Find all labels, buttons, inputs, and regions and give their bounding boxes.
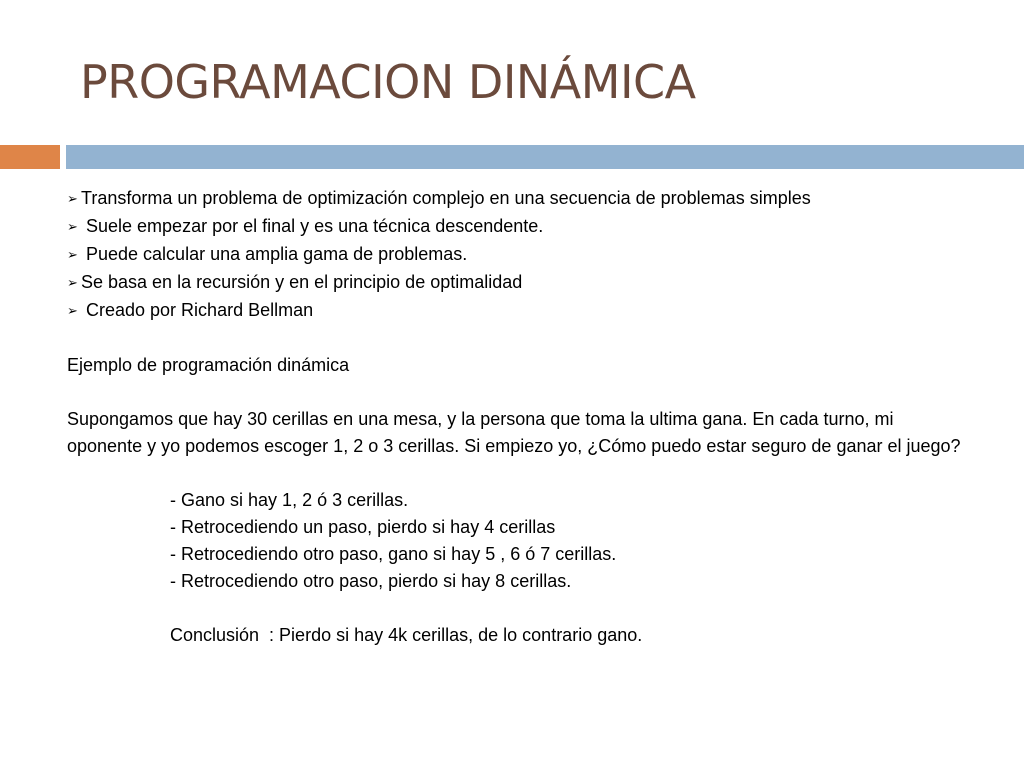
spacer <box>67 460 967 487</box>
arrow-bullet-icon: ➢ <box>67 276 78 291</box>
bullet-text: Creado por Richard Bellman <box>81 300 314 320</box>
accent-bar-blue <box>66 145 1024 169</box>
bullet-item <box>67 213 967 241</box>
slide-content <box>67 185 967 649</box>
bullet-text: Puede calcular una amplia gama de problemas. <box>81 244 468 264</box>
spacer <box>67 325 967 352</box>
arrow-bullet-icon: ➢ <box>67 304 78 319</box>
bullet-item <box>67 241 967 269</box>
bullet-text: Suele empezar por el final y es una técnica descendente. <box>81 216 544 236</box>
slide-title: PROGRAMACION DINÁMICA <box>80 55 696 109</box>
example-step: - Gano si hay 1, 2 ó 3 cerillas. <box>170 490 409 510</box>
spacer <box>67 379 967 406</box>
bullet-item <box>67 269 967 297</box>
arrow-bullet-icon: ➢ <box>67 192 78 207</box>
example-step: - Retrocediendo otro paso, pierdo si hay 8 cerillas. <box>170 571 572 591</box>
example-conclusion: Conclusión : Pierdo si hay 4k cerillas, de lo contrario gano. <box>170 625 643 645</box>
accent-bar-orange <box>0 145 60 169</box>
example-heading: Ejemplo de programación dinámica <box>67 355 350 375</box>
bullet-text: Transforma un problema de optimización complejo en una secuencia de problemas simples <box>81 188 811 208</box>
example-step: - Retrocediendo otro paso, gano si hay 5 , 6 ó 7 cerillas. <box>170 544 617 564</box>
example-problem: Supongamos que hay 30 cerillas en una mesa, y la persona que toma la ultima gana. En cada turno, mi oponente y yo podemos escoger 1, 2 o 3 cerillas. Si empiezo yo, ¿Cómo puedo estar seguro de ganar el juego? <box>67 409 961 456</box>
example-step: - Retrocediendo un paso, pierdo si hay 4 cerillas <box>170 517 556 537</box>
bullet-item <box>67 297 967 325</box>
arrow-bullet-icon: ➢ <box>67 248 78 263</box>
bullet-item <box>67 185 967 213</box>
spacer <box>67 595 967 622</box>
arrow-bullet-icon: ➢ <box>67 220 78 235</box>
bullet-text: Se basa en la recursión y en el principio de optimalidad <box>81 272 523 292</box>
